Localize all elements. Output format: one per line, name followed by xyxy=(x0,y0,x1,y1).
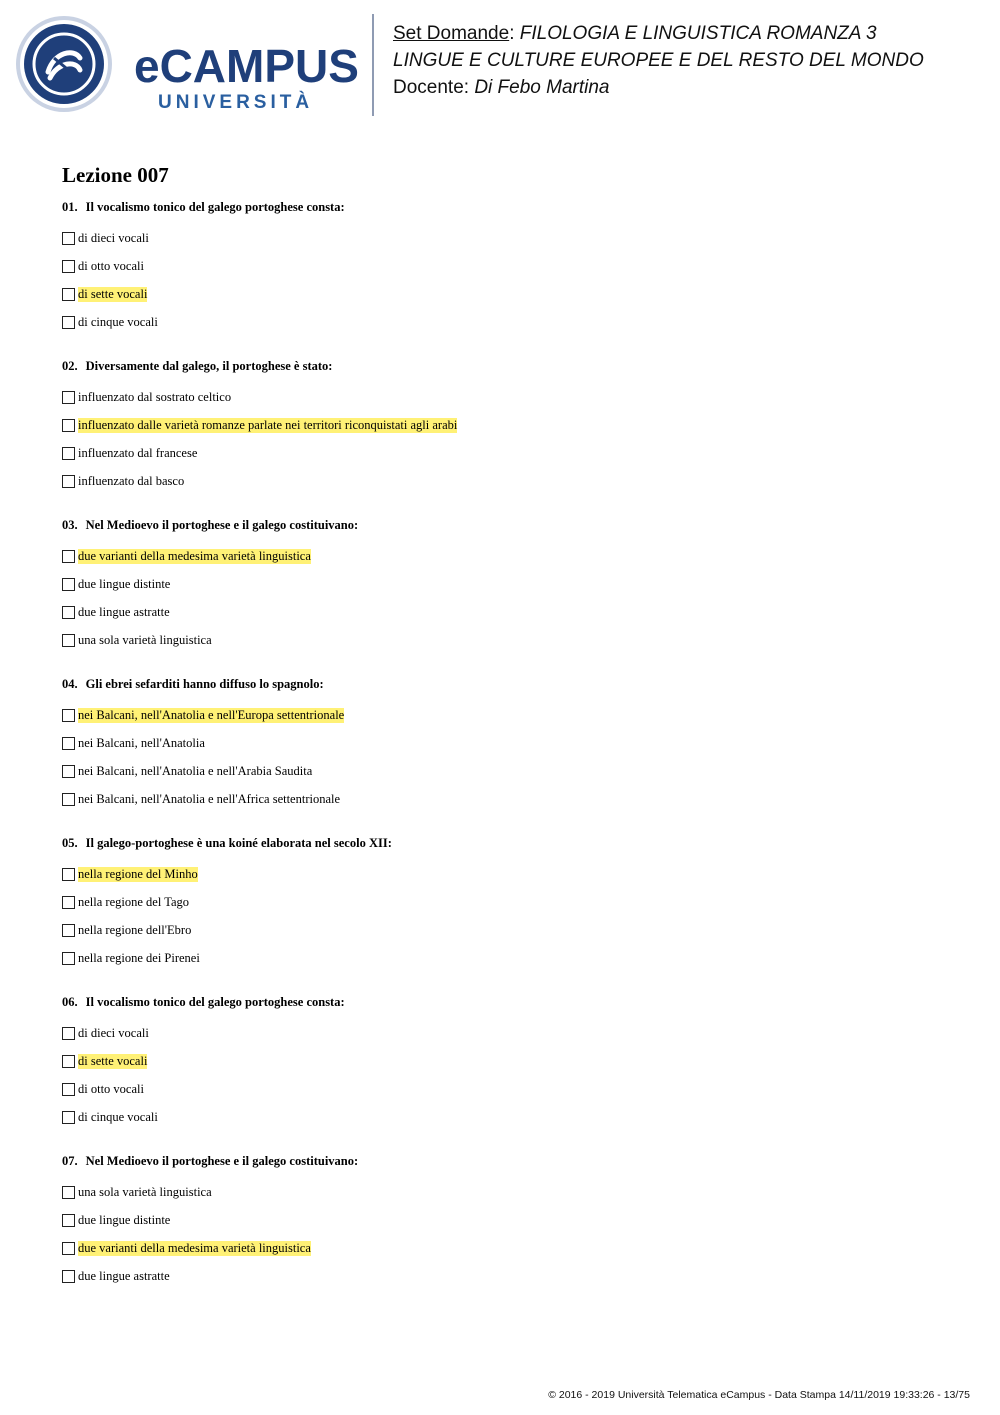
ecampus-logo xyxy=(14,14,359,116)
question-text xyxy=(62,835,962,851)
question-number: 01. xyxy=(62,200,78,214)
checkbox-icon[interactable] xyxy=(62,737,75,750)
checkbox-icon[interactable] xyxy=(62,1027,75,1040)
answer-label: di dieci vocali xyxy=(78,1025,149,1040)
checkbox-icon[interactable] xyxy=(62,634,75,647)
answer-option[interactable] xyxy=(62,701,962,729)
answer-option[interactable] xyxy=(62,467,962,495)
answer-label: influenzato dal sostrato celtico xyxy=(78,389,232,404)
answer-option[interactable] xyxy=(62,944,962,972)
checkbox-icon[interactable] xyxy=(62,316,75,329)
logo-emblem-icon xyxy=(16,16,112,112)
question-label: Il vocalismo tonico del galego portoghese consta: xyxy=(85,995,345,1009)
answer-option[interactable] xyxy=(62,411,962,439)
answer-option[interactable] xyxy=(62,1047,962,1075)
answer-option[interactable] xyxy=(62,598,962,626)
answer-option[interactable] xyxy=(62,916,962,944)
answer-label-highlighted: due varianti della medesima varietà linguistica xyxy=(78,1240,311,1255)
checkbox-icon[interactable] xyxy=(62,288,75,301)
answer-option[interactable] xyxy=(62,570,962,598)
logo-wordmark: eCAMPUS xyxy=(134,40,359,92)
question-number: 02. xyxy=(62,359,78,373)
checkbox-icon[interactable] xyxy=(62,793,75,806)
answer-option[interactable] xyxy=(62,1234,962,1262)
answer-option[interactable] xyxy=(62,1262,962,1290)
answer-option[interactable] xyxy=(62,224,962,252)
answer-option[interactable] xyxy=(62,785,962,813)
question-label: Nel Medioevo il portoghese e il galego costituivano: xyxy=(85,1154,359,1168)
checkbox-icon[interactable] xyxy=(62,1214,75,1227)
answer-option[interactable] xyxy=(62,1019,962,1047)
lesson-title: Lezione 007 xyxy=(62,163,169,187)
answer-label: di dieci vocali xyxy=(78,230,149,245)
header-info xyxy=(393,20,993,101)
answer-option[interactable] xyxy=(62,1075,962,1103)
checkbox-icon[interactable] xyxy=(62,1270,75,1283)
answer-label: due lingue distinte xyxy=(78,1212,171,1227)
checkbox-icon[interactable] xyxy=(62,1055,75,1068)
course-title: FILOLOGIA E LINGUISTICA ROMANZA 3 xyxy=(519,23,877,44)
question-label: Il galego-portoghese è una koiné elaborata nel secolo XII: xyxy=(85,836,392,850)
question-4 xyxy=(62,676,962,813)
answer-option[interactable] xyxy=(62,280,962,308)
answer-label: influenzato dal francese xyxy=(78,445,198,460)
logo-subtitle: UNIVERSITÀ xyxy=(158,92,314,113)
answer-option[interactable] xyxy=(62,729,962,757)
answer-label: nei Balcani, nell'Anatolia e nell'Arabia Saudita xyxy=(78,763,313,778)
answer-label: due lingue astratte xyxy=(78,1268,170,1283)
answer-label: nella regione del Tago xyxy=(78,894,190,909)
question-1 xyxy=(62,199,962,336)
answer-option[interactable] xyxy=(62,1206,962,1234)
question-number: 07. xyxy=(62,1154,78,1168)
checkbox-icon[interactable] xyxy=(62,1083,75,1096)
answer-option[interactable] xyxy=(62,1103,962,1131)
checkbox-icon[interactable] xyxy=(62,260,75,273)
question-text xyxy=(62,676,962,692)
question-number: 06. xyxy=(62,995,78,1009)
answer-label-highlighted: di sette vocali xyxy=(78,1053,148,1068)
checkbox-icon[interactable] xyxy=(62,952,75,965)
answer-label-highlighted: nei Balcani, nell'Anatolia e nell'Europa settentrionale xyxy=(78,707,345,722)
answer-option[interactable] xyxy=(62,1178,962,1206)
answer-label: due lingue astratte xyxy=(78,604,170,619)
answer-label: di otto vocali xyxy=(78,258,144,273)
answer-label: di cinque vocali xyxy=(78,314,158,329)
answer-label: nei Balcani, nell'Anatolia e nell'Africa settentrionale xyxy=(78,791,341,806)
question-number: 05. xyxy=(62,836,78,850)
answer-label: una sola varietà linguistica xyxy=(78,1184,212,1199)
program-line xyxy=(393,47,993,74)
question-number: 04. xyxy=(62,677,78,691)
checkbox-icon[interactable] xyxy=(62,868,75,881)
answer-option[interactable] xyxy=(62,383,962,411)
question-number: 03. xyxy=(62,518,78,532)
answer-option[interactable] xyxy=(62,439,962,467)
checkbox-icon[interactable] xyxy=(62,606,75,619)
question-text xyxy=(62,1153,962,1169)
checkbox-icon[interactable] xyxy=(62,1242,75,1255)
course-program: LINGUE E CULTURE EUROPEE E DEL RESTO DEL MONDO xyxy=(393,50,924,71)
answer-label-highlighted: due varianti della medesima varietà linguistica xyxy=(78,548,311,563)
answer-option[interactable] xyxy=(62,542,962,570)
answer-option[interactable] xyxy=(62,626,962,654)
answer-label-highlighted: di sette vocali xyxy=(78,286,148,301)
answer-label: due lingue distinte xyxy=(78,576,171,591)
question-2 xyxy=(62,358,962,495)
question-label: Gli ebrei sefarditi hanno diffuso lo spagnolo: xyxy=(85,677,324,691)
answer-label: influenzato dal basco xyxy=(78,473,185,488)
question-7 xyxy=(62,1153,962,1290)
set-label: Set Domande xyxy=(393,23,510,44)
checkbox-icon[interactable] xyxy=(62,419,75,432)
checkbox-icon[interactable] xyxy=(62,709,75,722)
answer-label: una sola varietà linguistica xyxy=(78,632,212,647)
question-set xyxy=(62,161,962,1312)
answer-label: di otto vocali xyxy=(78,1081,144,1096)
question-5 xyxy=(62,835,962,972)
header-divider xyxy=(372,14,374,116)
answer-label-highlighted: influenzato dalle varietà romanze parlate nei territori riconquistati agli arabi xyxy=(78,417,458,432)
checkbox-icon[interactable] xyxy=(62,232,75,245)
question-label: Diversamente dal galego, il portoghese è stato: xyxy=(85,359,333,373)
checkbox-icon[interactable] xyxy=(62,1111,75,1124)
question-text xyxy=(62,517,962,533)
answer-option[interactable] xyxy=(62,308,962,336)
question-text xyxy=(62,199,962,215)
checkbox-icon[interactable] xyxy=(62,924,75,937)
checkbox-icon[interactable] xyxy=(62,391,75,404)
answer-label: nei Balcani, nell'Anatolia xyxy=(78,735,205,750)
checkbox-icon[interactable] xyxy=(62,550,75,563)
question-label: Il vocalismo tonico del galego portoghese consta: xyxy=(85,200,345,214)
answer-label: nella regione dell'Ebro xyxy=(78,922,192,937)
question-text xyxy=(62,358,962,374)
question-list xyxy=(62,199,962,1290)
question-text xyxy=(62,994,962,1010)
answer-option[interactable] xyxy=(62,757,962,785)
checkbox-icon[interactable] xyxy=(62,447,75,460)
teacher-line xyxy=(393,74,993,101)
answer-label-highlighted: nella regione del Minho xyxy=(78,866,198,881)
checkbox-icon[interactable] xyxy=(62,578,75,591)
answer-label: di cinque vocali xyxy=(78,1109,158,1124)
answer-option[interactable] xyxy=(62,888,962,916)
checkbox-icon[interactable] xyxy=(62,475,75,488)
teacher-label: Docente: xyxy=(393,77,470,98)
checkbox-icon[interactable] xyxy=(62,765,75,778)
question-6 xyxy=(62,994,962,1131)
teacher-name: Di Febo Martina xyxy=(474,77,610,98)
answer-option[interactable] xyxy=(62,252,962,280)
answer-label: nella regione dei Pirenei xyxy=(78,950,200,965)
checkbox-icon[interactable] xyxy=(62,896,75,909)
checkbox-icon[interactable] xyxy=(62,1186,75,1199)
question-3 xyxy=(62,517,962,654)
question-label: Nel Medioevo il portoghese e il galego costituivano: xyxy=(85,518,359,532)
answer-option[interactable] xyxy=(62,860,962,888)
set-line: Set Domande: FILOLOGIA E LINGUISTICA ROMANZA 3 xyxy=(393,23,877,44)
page-footer: © 2016 - 2019 Università Telematica eCampus - Data Stampa 14/11/2019 19:33:26 - 13/75 xyxy=(548,1389,970,1401)
